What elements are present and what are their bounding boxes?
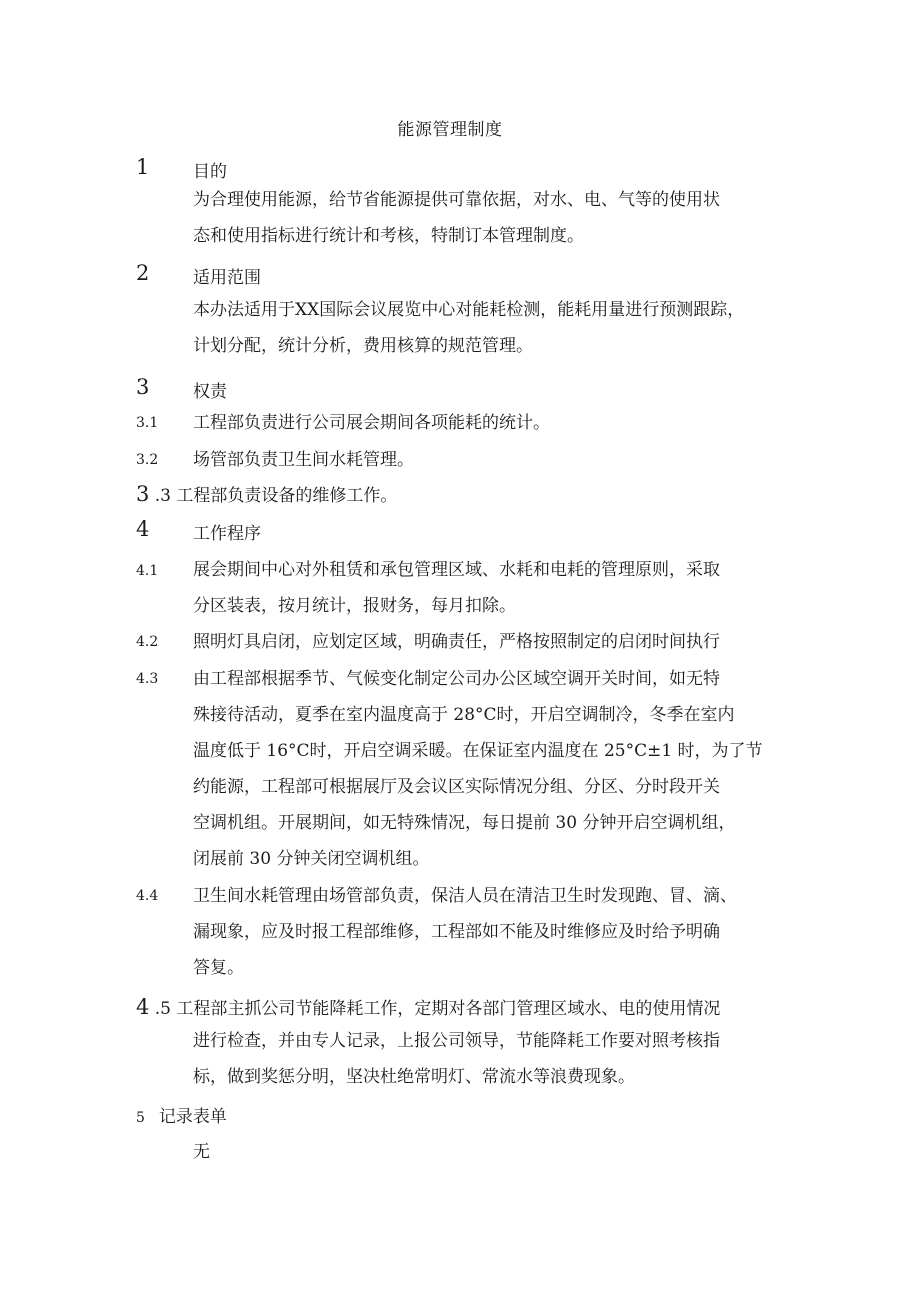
item-3-3-text: .3 工程部负责设备的维修工作。 (149, 486, 398, 506)
item-4-1-line-1: 展会期间中心对外租赁和承包管理区域、水耗和电耗的管理原则，采取 (193, 560, 720, 580)
item-4-4-line-2: 漏现象，应及时报工程部维修，工程部如不能及时维修应及时给予明确 (193, 922, 720, 942)
section-3-number: 3 (136, 375, 150, 399)
item-4-5-line-2: 进行检查，并由专人记录，上报公司领导，节能降耗工作要对照考核指 (193, 1031, 720, 1051)
section-2-line-2: 计划分配，统计分析，费用核算的规范管理。 (193, 336, 533, 356)
item-4-2-number: 4.2 (136, 634, 159, 650)
section-2-line-1: 本办法适用于XX国际会议展览中心对能耗检测，能耗用量进行预测跟踪， (193, 300, 745, 320)
document-title: 能源管理制度 (397, 120, 503, 140)
section-3-heading: 权责 (193, 382, 227, 402)
item-4-5-number: 4 (136, 995, 150, 1019)
item-3-1-number: 3.1 (136, 415, 159, 431)
item-4-5-line-3: 标，做到奖惩分明，坚决杜绝常明灯、常流水等浪费现象。 (193, 1067, 635, 1087)
item-4-5-line-1: .5 工程部主抓公司节能降耗工作，定期对各部门管理区域水、电的使用情况 (149, 999, 721, 1019)
item-4-3-line-4: 约能源，工程部可根据展厅及会议区实际情况分组、分区、分时段开关 (193, 777, 720, 797)
item-4-4-number: 4.4 (136, 888, 159, 904)
item-3-3-number: 3 (136, 482, 150, 506)
item-4-3-line-3: 温度低于 16°C时，开启空调采暖。在保证室内温度在 25°C±1 时，为了节 (193, 741, 763, 761)
item-4-3-line-5: 空调机组。开展期间，如无特殊情况，每日提前 30 分钟开启空调机组， (193, 813, 736, 833)
section-4-number: 4 (136, 517, 150, 541)
item-4-4-line-1: 卫生间水耗管理由场管部负责，保洁人员在清洁卫生时发现跑、冒、滴、 (193, 886, 737, 906)
item-3-2-text: 场管部负责卫生间水耗管理。 (193, 450, 414, 470)
item-4-1-line-2: 分区装表，按月统计，报财务，每月扣除。 (193, 596, 516, 616)
section-1-line-1: 为合理使用能源，给节省能源提供可靠依据，对水、电、气等的使用状 (193, 190, 720, 210)
section-4-heading: 工作程序 (193, 524, 261, 544)
item-4-3-line-1: 由工程部根据季节、气候变化制定公司办公区域空调开关时间，如无特 (193, 669, 720, 689)
item-4-4-line-3: 答复。 (193, 958, 244, 978)
item-4-3-line-2: 殊接待活动，夏季在室内温度高于 28°C时，开启空调制冷，冬季在室内 (193, 705, 735, 725)
item-4-3-number: 4.3 (136, 671, 159, 687)
item-3-1-text: 工程部负责进行公司展会期间各项能耗的统计。 (193, 413, 550, 433)
section-5-line (136, 1102, 227, 1127)
item-4-2-text: 照明灯具启闭，应划定区域，明确责任，严格按照制定的启闭时间执行 (193, 632, 720, 652)
section-1-number: 1 (136, 155, 150, 179)
section-5-heading: 记录表单 (158, 1107, 227, 1127)
section-1-line-2: 态和使用指标进行统计和考核，特制订本管理制度。 (193, 226, 584, 246)
section-5-body: 无 (193, 1142, 210, 1162)
item-4-5-first-line (136, 994, 720, 1019)
item-3-2-number: 3.2 (136, 452, 159, 468)
item-4-1-number: 4.1 (136, 563, 159, 579)
item-3-3 (136, 481, 397, 506)
section-5-number: 5 (136, 1110, 145, 1126)
item-4-3-line-6: 闭展前 30 分钟关闭空调机组。 (193, 849, 430, 869)
section-2-number: 2 (136, 261, 150, 285)
section-2-heading: 适用范围 (193, 268, 261, 288)
section-1-heading: 目的 (193, 162, 227, 182)
